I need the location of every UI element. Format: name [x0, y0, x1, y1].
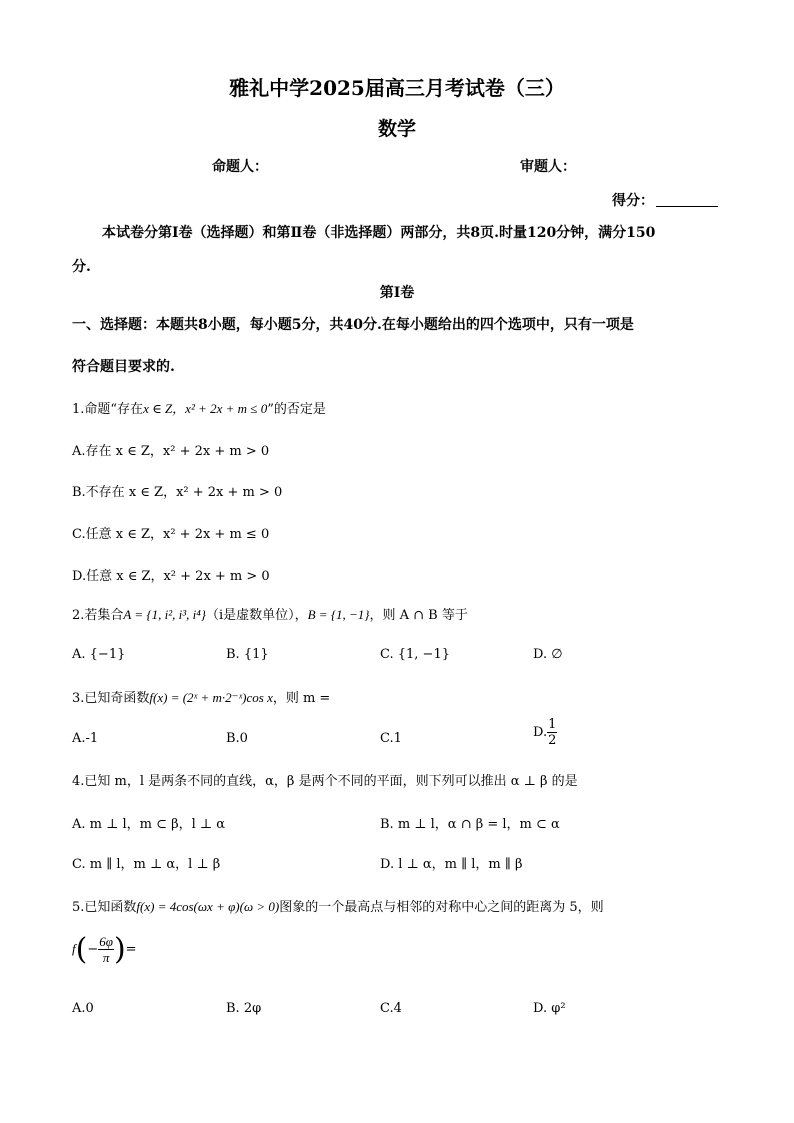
q1-stem-prefix: 1.命题“存在	[72, 402, 144, 417]
q5-stem-prefix: 5.已知函数	[72, 900, 137, 915]
part1-title: 第Ⅰ卷	[379, 285, 415, 301]
question-5-stem	[72, 896, 604, 915]
q4-option-b[interactable]: B. m ⊥ l，α ∩ β = l，m ⊂ α	[380, 817, 560, 832]
q5-right-paren: )	[113, 932, 126, 967]
reviewer-label: 审题人：	[520, 159, 576, 175]
q2-set-a: A = {1, i², i³, i⁴}	[123, 607, 206, 622]
q1-option-b[interactable]: B.不存在 x ∈ Z，x² + 2x + m > 0	[72, 485, 283, 500]
section1-line-1: 一、选择题：本题共8小题，每小题5分，共40分.在每小题给出的四个选项中，只有一项是	[72, 317, 634, 333]
q3-option-d-prefix: D.	[533, 725, 548, 740]
q5-expr-eq: =	[125, 942, 137, 957]
score-blank[interactable]	[656, 192, 718, 207]
subject-title: 数学	[377, 118, 416, 140]
q5-expr-f: f	[72, 941, 76, 956]
section1-line-2: 符合题目要求的.	[72, 359, 175, 375]
q3-option-a[interactable]: A.-1	[72, 731, 99, 746]
intro-line-2: 分.	[72, 259, 91, 275]
author-label: 命题人：	[212, 159, 268, 175]
q5-expr-denominator: π	[102, 950, 110, 965]
q5-option-a[interactable]: A.0	[72, 1001, 94, 1016]
q1-option-c[interactable]: C.任意 x ∈ Z，x² + 2x + m ≤ 0	[72, 527, 270, 542]
q2-note: （i是虚数单位），	[205, 608, 308, 623]
q2-option-b[interactable]: B. {1}	[226, 647, 269, 662]
q4-option-c[interactable]: C. m ∥ l，m ⊥ α，l ⊥ β	[72, 857, 221, 872]
question-1-stem	[72, 398, 326, 417]
question-4-stem: 4.已知 m，l 是两条不同的直线，α，β 是两个不同的平面，则下列可以推出 α ⊥ β 的是	[72, 774, 578, 789]
q5-expr-minus: −	[87, 942, 99, 957]
q5-option-d[interactable]: D. φ²	[533, 1001, 566, 1016]
question-2-stem	[72, 604, 468, 623]
q3-func: f(x) = (2ˣ + m·2⁻ˣ)cos x	[149, 690, 273, 705]
q3-option-c[interactable]: C.1	[380, 731, 402, 746]
q3-stem-suffix: ，则 m =	[272, 691, 331, 706]
q5-expression	[72, 932, 137, 967]
q1-stem-suffix: ”的否定是	[267, 402, 326, 417]
q5-expr-fraction	[98, 934, 114, 965]
question-3-stem	[72, 687, 330, 706]
q2-stem-suffix: ，则 A ∩ B 等于	[369, 608, 468, 623]
q5-option-b[interactable]: B. 2φ	[226, 1001, 262, 1016]
q4-option-a[interactable]: A. m ⊥ l，m ⊂ β，l ⊥ α	[72, 817, 226, 832]
q3-option-d-fraction	[547, 717, 557, 748]
score-field	[612, 190, 718, 210]
q5-func: f(x) = 4cos(ωx + φ)(ω > 0)	[136, 899, 280, 914]
q3-option-d-denominator: 2	[548, 733, 557, 748]
q1-option-d[interactable]: D.任意 x ∈ Z，x² + 2x + m > 0	[72, 569, 270, 584]
q3-option-d-numerator: 1	[548, 717, 557, 732]
q5-stem-suffix: 图象的一个最高点与相邻的对称中心之间的距离为 5，则	[279, 900, 604, 915]
q3-option-d[interactable]	[533, 717, 557, 748]
q4-option-d[interactable]: D. l ⊥ α，m ∥ l，m ∥ β	[380, 857, 523, 872]
score-label: 得分：	[612, 193, 654, 209]
intro-line-1: 本试卷分第Ⅰ卷（选择题）和第Ⅱ卷（非选择题）两部分，共8页.时量120分钟，满分150	[102, 225, 656, 241]
q3-stem-prefix: 3.已知奇函数	[72, 691, 150, 706]
exam-title: 雅礼中学2025届高三月考试卷（三）	[229, 76, 565, 100]
q2-option-d[interactable]: D. ∅	[533, 647, 563, 662]
q5-expr-numerator: 6φ	[99, 934, 113, 949]
q2-set-b: B = {1, −1}	[307, 607, 370, 622]
q5-option-c[interactable]: C.4	[380, 1001, 402, 1016]
q2-option-c[interactable]: C. {1, −1}	[380, 647, 450, 662]
q2-stem-prefix: 2.若集合	[72, 608, 124, 623]
q3-option-b[interactable]: B.0	[226, 731, 248, 746]
q1-stem-math: x ∈ Z，x² + 2x + m ≤ 0	[143, 401, 268, 416]
q2-option-a[interactable]: A. {−1}	[72, 647, 126, 662]
q5-left-paren: (	[75, 932, 88, 967]
q1-option-a[interactable]: A.存在 x ∈ Z，x² + 2x + m > 0	[72, 444, 270, 459]
